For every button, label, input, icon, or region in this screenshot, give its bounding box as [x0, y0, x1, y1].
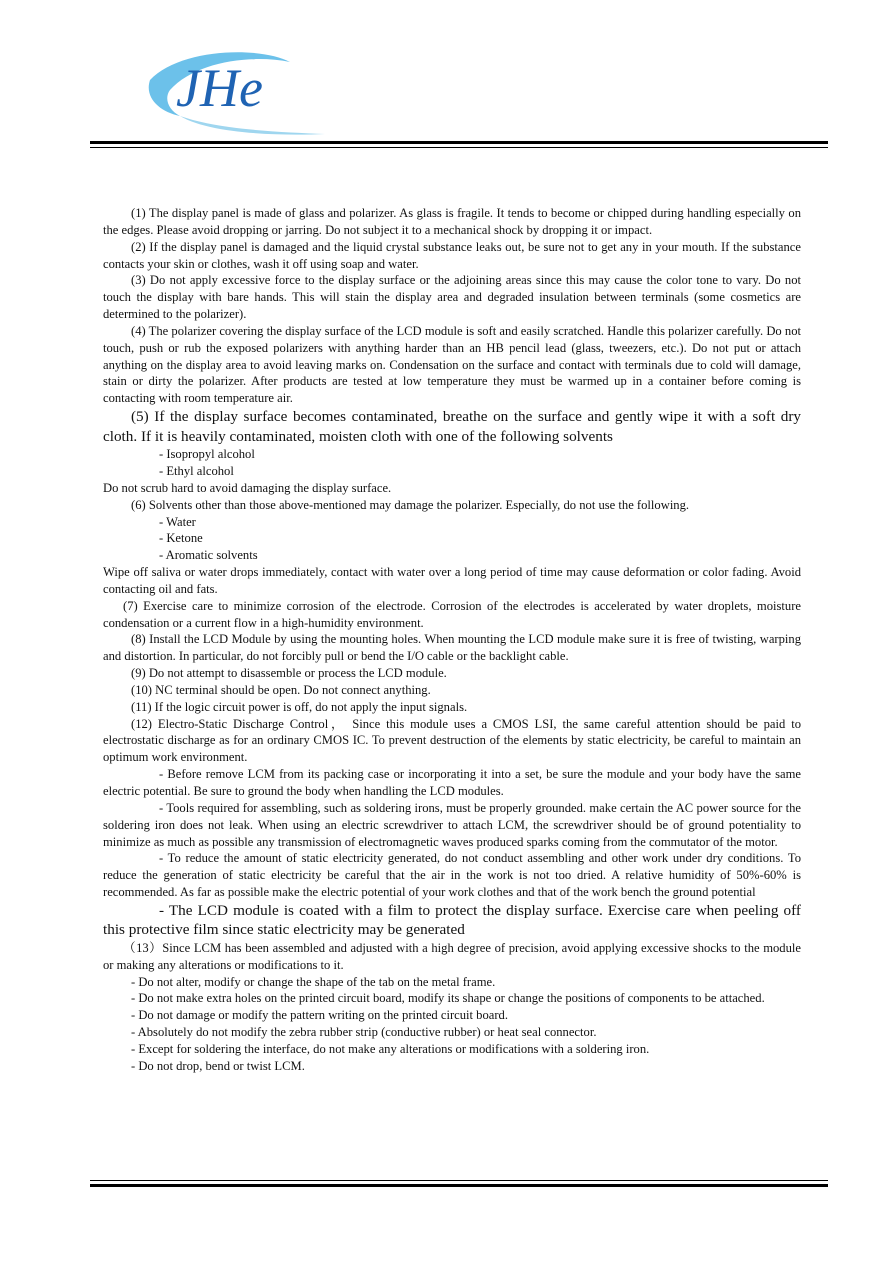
paragraph-1: (1) The display panel is made of glass and polarizer. As glass is fragile. It tends to become or chipped during handling especially on the edges. Please avoid dropping or jarring. Do not subject it to a mechanical shock by dropping it or impact.: [103, 206, 801, 237]
esd-item: - Tools required for assembling, such as soldering irons, must be properly grounded. make certain the AC power source for the soldering iron does not leak. When using an electric screwdriver to attach LCM, the screwdriver should be of ground potentiality to minimize as much as possible any transmission of electromagnetic waves produced sparks coming from the commutator of the motor.: [103, 800, 801, 849]
document-body: [103, 205, 801, 1075]
footer-rule-thick: [90, 1184, 828, 1187]
paragraph-11: (11) If the logic circuit power is off, do not apply the input signals.: [131, 699, 468, 714]
paragraph-10: (10) NC terminal should be open. Do not connect anything.: [131, 682, 431, 697]
paragraph-9: (9) Do not attempt to disassemble or process the LCD module.: [131, 666, 447, 681]
esd-item: - The LCD module is coated with a film to protect the display surface. Exercise care when peeling off this protective film since static electricity may be generated: [103, 901, 801, 939]
header-rule-thin: [90, 147, 828, 148]
modification-item: - Do not drop, bend or twist LCM.: [131, 1058, 305, 1073]
paragraph-12: (12) Electro-Static Discharge Control， Since this module uses a CMOS LSI, the same careful attention should be paid to electrostatic discharge as for an ordinary CMOS IC. To prevent destruction of the elements by static electricity, be careful to maintain an optimum work environment.: [103, 716, 801, 765]
solvent-item: - Ethyl alcohol: [159, 463, 234, 478]
paragraph-5-note: Do not scrub hard to avoid damaging the display surface.: [103, 480, 392, 495]
modification-item: - Absolutely do not modify the zebra rubber strip (conductive rubber) or heat seal connector.: [131, 1025, 597, 1040]
paragraph-4: (4) The polarizer covering the display surface of the LCD module is soft and easily scratched. Handle this polarizer carefully. Do not touch, push or rub the exposed polarizers with anything harder than an HB pencil lead (glass, tweezers, etc.). Do not put or attach anything on the display area to avoid leaving marks on. Condensation on the surface and contact with terminals due to cold will damage, stain or dirty the polarizer. After products are tested at low temperature they must be warmed up in a container before coming is contacting with room temperature air.: [103, 323, 801, 406]
forbidden-solvent-item: - Aromatic solvents: [159, 548, 258, 563]
esd-item: - To reduce the amount of static electricity generated, do not conduct assembling and other work under dry conditions. To reduce the generation of static electricity be careful that the air in the work is not too dried. A relative humidity of 50%-60% is recommended. As far as possible make the electric potential of your work clothes and that of the work bench the ground potential: [103, 851, 801, 900]
paragraph-6: (6) Solvents other than those above-mentioned may damage the polarizer. Especially, do not use the following.: [131, 497, 690, 512]
modification-item: - Do not damage or modify the pattern writing on the printed circuit board.: [131, 1008, 509, 1023]
modification-item: - Do not make extra holes on the printed circuit board, modify its shape or change the positions of components to be attached.: [131, 991, 765, 1006]
esd-item: - Before remove LCM from its packing case or incorporating it into a set, be sure the module and your body have the same electric potential. Be sure to ground the body when handling the LCD modules.: [103, 767, 801, 798]
paragraph-6-note: Wipe off saliva or water drops immediately, contact with water over a long period of time may cause deformation or color fading. Avoid contacting oil and fats.: [103, 565, 801, 596]
paragraph-7: (7) Exercise care to minimize corrosion of the electrode. Corrosion of the electrodes is accelerated by water droplets, moisture condensation or a current flow in a high-humidity environment.: [103, 598, 801, 630]
jhe-swoosh-logo-icon: [140, 38, 340, 138]
paragraph-13: （13）Since LCM has been assembled and adjusted with a high degree of precision, avoid applying excessive shocks to the module or making any alterations or modifications to it.: [103, 940, 801, 972]
paragraph-2: (2) If the display panel is damaged and the liquid crystal substance leaks out, be sure not to get any in your mouth. If the substance contacts your skin or clothes, wash it off using soap and water.: [103, 239, 801, 271]
paragraph-8: (8) Install the LCD Module by using the mounting holes. When mounting the LCD module make sure it is free of twisting, warping and distortion. In particular, do not forcibly pull or bend the I/O cable or the backlight cable.: [103, 632, 801, 664]
paragraph-3: (3) Do not apply excessive force to the display surface or the adjoining areas since this may cause the color tone to vary. Do not touch the display with bare hands. This will stain the display area and degraded insulation between terminals (some cosmetics are determined to the polarizer).: [103, 273, 801, 322]
company-logo: [140, 38, 340, 138]
modification-item: - Do not alter, modify or change the shape of the tab on the metal frame.: [131, 974, 496, 989]
modification-item: - Except for soldering the interface, do not make any alterations or modifications with a soldering iron.: [131, 1041, 650, 1056]
footer-rule-thin: [90, 1180, 828, 1181]
forbidden-solvent-item: - Water: [159, 514, 196, 529]
paragraph-5: (5) If the display surface becomes contaminated, breathe on the surface and gently wipe it with a soft dry cloth. If it is heavily contaminated, moisten cloth with one of the following solvents: [103, 408, 801, 445]
solvent-item: - Isopropyl alcohol: [159, 447, 255, 462]
forbidden-solvent-item: - Ketone: [159, 531, 203, 546]
header-rule-thick: [90, 141, 828, 144]
logo-text: JHe: [176, 58, 263, 118]
